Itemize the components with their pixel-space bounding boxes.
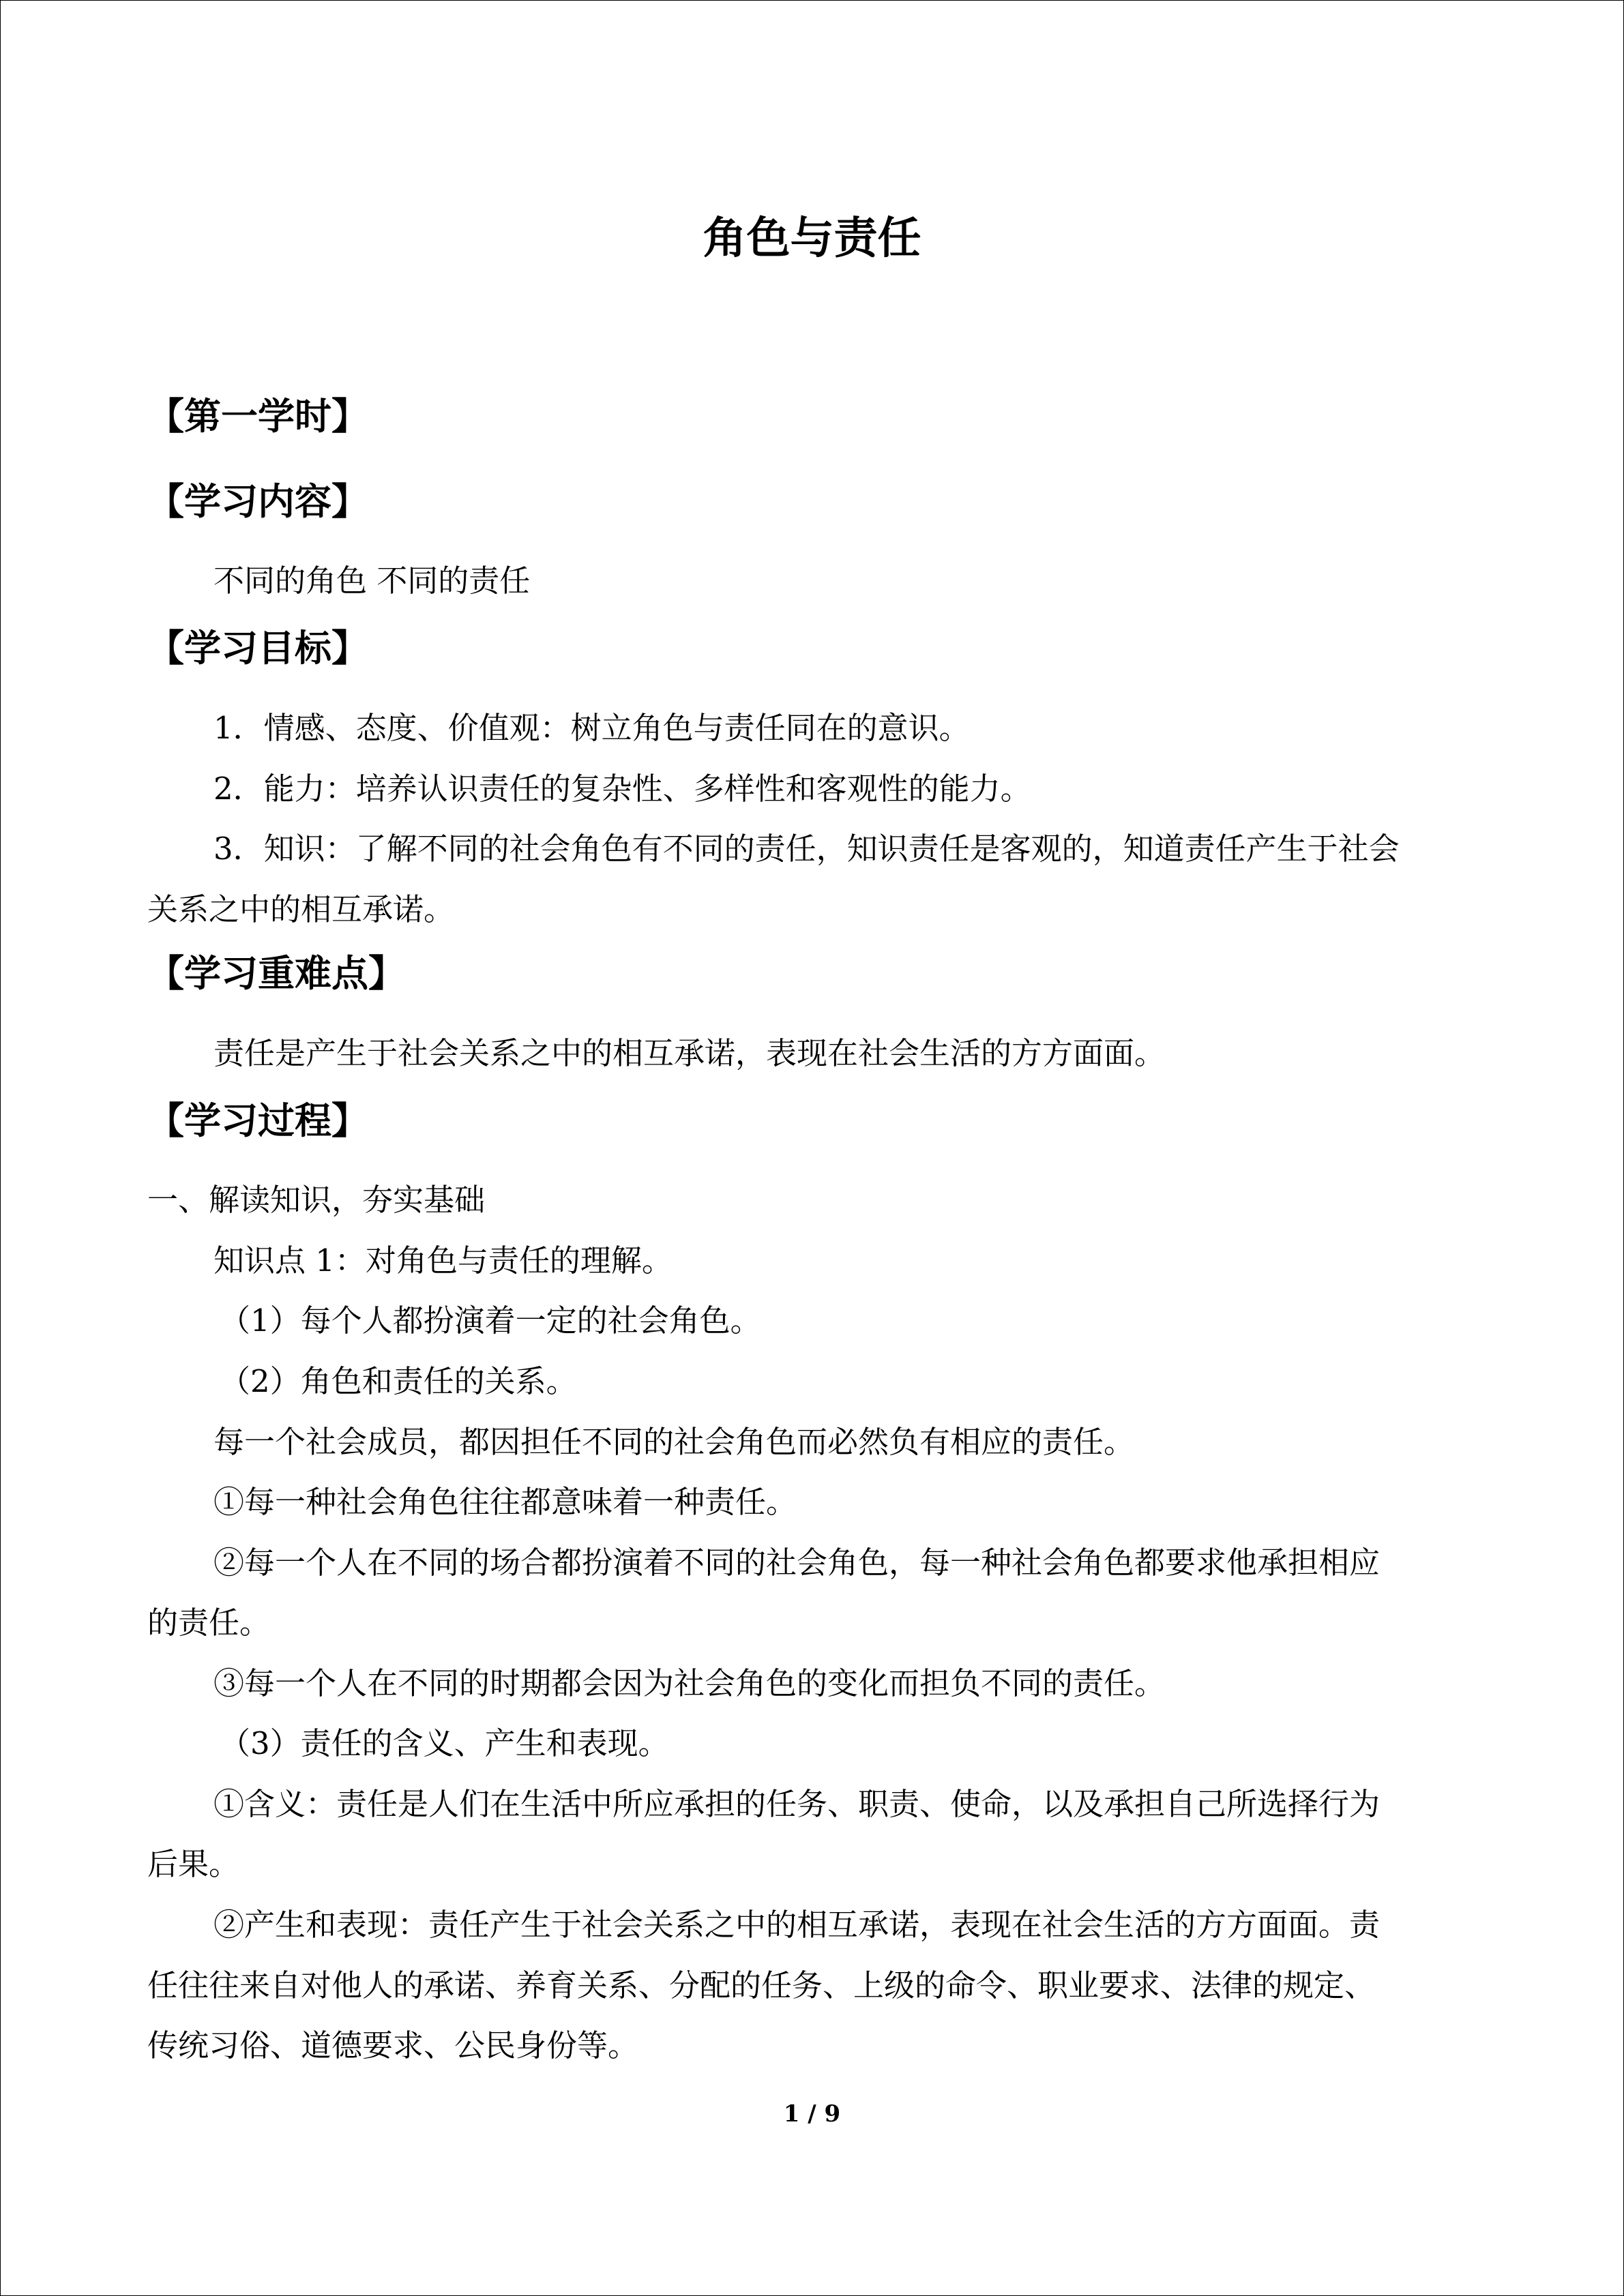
item-2: （2）角色和责任的关系。 xyxy=(220,1363,577,1399)
item-3-b-line-3: 传统习俗、道德要求、公民身份等。 xyxy=(147,2027,639,2063)
item-2-a: ①每一种社会角色往往都意味着一种责任。 xyxy=(213,1484,797,1520)
item-3-a-line-2: 后果。 xyxy=(147,1846,240,1882)
goal-1: 1．情感、态度、价值观：树立角色与责任同在的意识。 xyxy=(213,710,970,746)
item-1: （1）每个人都扮演着一定的社会角色。 xyxy=(220,1302,761,1339)
item-3-a-line-1: ①含义：责任是人们在生活中所应承担的任务、职责、使命，以及承担自己所选择行为 xyxy=(213,1786,1381,1822)
item-2-b-line-2: 的责任。 xyxy=(147,1605,271,1641)
item-2-text: 每一个社会成员，都因担任不同的社会角色而必然负有相应的责任。 xyxy=(213,1424,1135,1460)
item-3: （3）责任的含义、产生和表现。 xyxy=(220,1725,669,1761)
key-points-text: 责任是产生于社会关系之中的相互承诺，表现在社会生活的方方面面。 xyxy=(213,1035,1166,1071)
goal-3-line-1: 3．知识：了解不同的社会角色有不同的责任，知识责任是客观的，知道责任产生于社会 xyxy=(213,831,1400,867)
knowledge-point-1: 知识点 1：对角色与责任的理解。 xyxy=(213,1242,673,1279)
goal-3-line-2: 关系之中的相互承诺。 xyxy=(147,891,455,927)
item-3-b-line-2: 任往往来自对他人的承诺、养育关系、分配的任务、上级的命令、职业要求、法律的规定、 xyxy=(147,1967,1376,2003)
item-2-c: ③每一个人在不同的时期都会因为社会角色的变化而担负不同的责任。 xyxy=(213,1665,1166,1701)
content-heading: 【学习内容】 xyxy=(147,479,368,523)
item-3-b-line-1: ②产生和表现：责任产生于社会关系之中的相互承诺，表现在社会生活的方方面面。责 xyxy=(213,1907,1381,1943)
part-1-heading: 一、解读知识，夯实基础 xyxy=(147,1182,486,1218)
key-points-heading: 【学习重难点】 xyxy=(147,951,405,995)
content-text: 不同的角色 不同的责任 xyxy=(213,563,531,599)
process-heading: 【学习过程】 xyxy=(147,1099,368,1142)
document-title: 角色与责任 xyxy=(703,213,921,264)
page-number: 1 / 9 xyxy=(783,2100,841,2128)
lesson-heading: 【第一学时】 xyxy=(147,394,368,438)
item-2-b-line-1: ②每一个人在不同的场合都扮演着不同的社会角色，每一种社会角色都要求他承担相应 xyxy=(213,1545,1381,1581)
goal-2: 2．能力：培养认识责任的复杂性、多样性和客观性的能力。 xyxy=(213,771,1031,807)
goals-heading: 【学习目标】 xyxy=(147,626,368,670)
